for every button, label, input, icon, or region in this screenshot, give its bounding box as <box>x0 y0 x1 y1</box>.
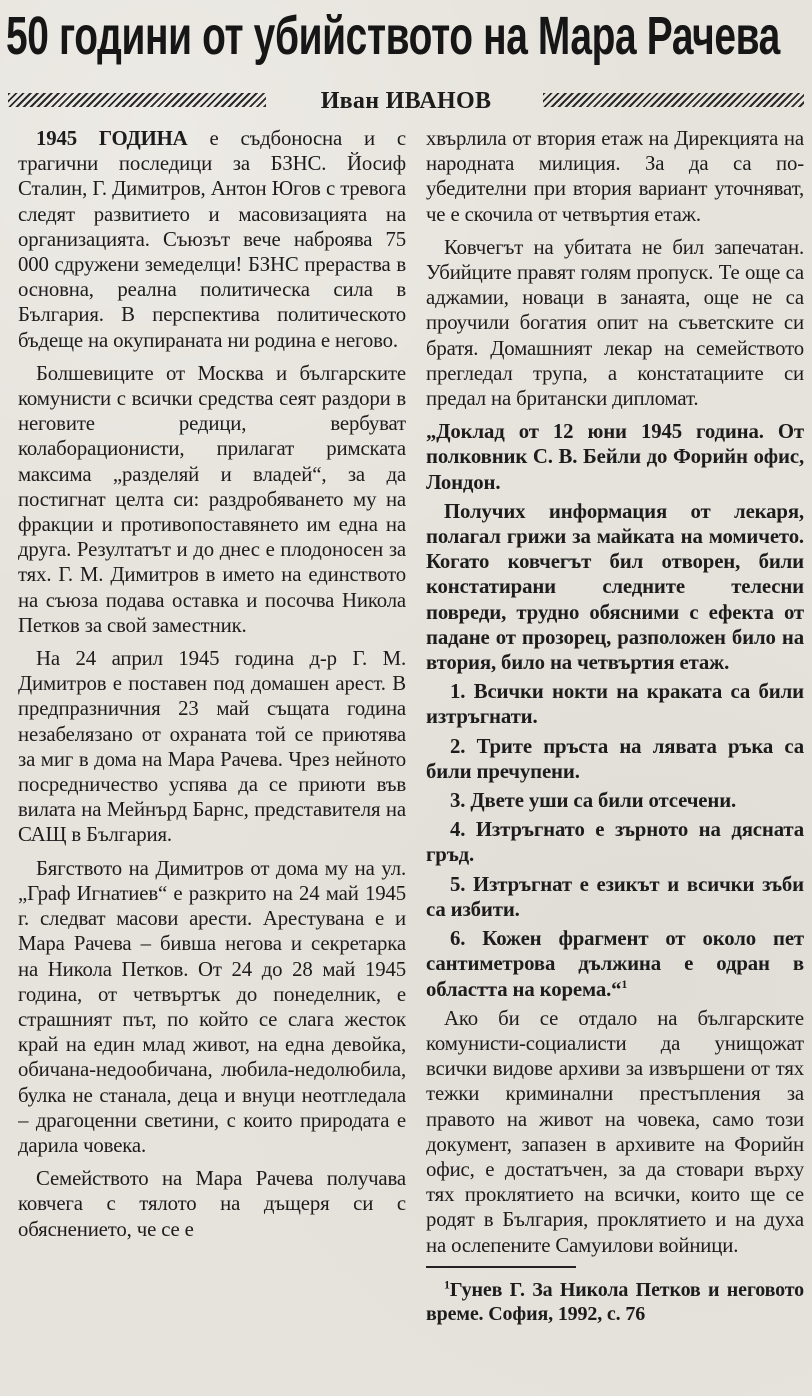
footnote-reference: 1 <box>621 976 628 991</box>
article-paragraph-continuation: хвърлила от втория етаж на Дирекцията на народната милиция. За да са по-убедителни при втория вариант уточняват, че е скочила от четвъртия етаж. <box>426 127 804 226</box>
byline: Иван ИВАНОВ <box>320 88 492 114</box>
report-list-item-text: 6. Кожен фрагмент от около пет сантиметрова дължина е одран в областта на корема.“ <box>426 927 804 1001</box>
article-paragraph-3: На 24 април 1945 година д-р Г. М. Димитров е поставен под домашен арест. В предпразничния 23 май същата година незабелязано от охраната той се приютява за миг в дома на Мара Рачева. Чрез нейното посредничество успява да се приюти във вилата на Мейнърд Барнс, представителя на САЩ в България. <box>18 647 406 847</box>
article-paragraph-5: Семейството на Мара Рачева получава ковчега с тялото на дъщеря си с обяснението, че се е <box>18 1167 406 1241</box>
paragraph-lead: 1945 ГОДИНА <box>36 127 188 150</box>
paragraph-text: е съдбоносна и с трагични последици за БЗНС. Йосиф Сталин, Г. Димитров, Антон Югов с тревога следят развитието и масовизацията на организацията. Съюзът вече наброява 75 000 сдружени земеделци! БЗНС прераства в основна, реална политическа сила в България. В перспектива политическото бъдеще на окупираната ни родина е негово. <box>18 127 406 352</box>
article-paragraph-1 <box>18 126 406 353</box>
article-paragraph-2: Болшевиците от Москва и българските комунисти с всички средства сеят раздори в неговите редици, вербуват колаборационисти, прилагат римската максима „разделяй и владей“, за да постигнат целта си: раздробяването му на фракции и противопоставянето им една на друга. Резултатът и до днес е плодоносен за тях. Г. М. Димитров в името на единството на съюза подава оставка и посочва Никола Петков за свой заместник. <box>18 361 406 637</box>
article-paragraph-6: Ковчегът на убитата не бил запечатан. Убийците правят голям пропуск. Те още са аджамии, новаци в занаята, още не са проучили богатия опит на съветските си братя. Домашният лекар на семейството прегледал трупа, а констатациите си предал на британски дипломат. <box>426 235 804 411</box>
report-list-item: 2. Трите пръста на лявата ръка са били пречупени. <box>426 734 804 783</box>
article-headline: 50 години от убийството на Мара Рачева <box>6 6 780 66</box>
report-list-item-last <box>426 926 804 1002</box>
byline-rule-left <box>8 93 266 107</box>
report-quote <box>426 419 804 1001</box>
report-list-item: 3. Двете уши са били отсечени. <box>450 789 737 813</box>
right-column <box>426 126 804 1392</box>
byline-rule-right <box>543 93 804 107</box>
footnote-divider <box>426 1266 576 1268</box>
report-header: „Доклад от 12 юни 1945 година. От полковник С. В. Бейли до Форийн офис, Лондон. <box>426 420 804 494</box>
article-paragraph-final: Ако би се отдало на българските комунисти-социалисти да унищожат всички видове архиви за извършени от тях тежки криминални престъпления за правото на живот на човека, само този документ, запазен в архивите на Форийн офис, е достатъчен, за да стовари върху тях проклятието на всички, които ще се родят в България, проклятието и на духа на ослепените Самуилови войници. <box>426 1006 804 1257</box>
byline-band <box>8 88 804 114</box>
left-column <box>18 126 406 1396</box>
footnote <box>426 1278 804 1326</box>
article-paragraph-4: Бягството на Димитров от дома му на ул. „Граф Игнатиев“ е разкрито на 24 май 1945 г. следват масови арести. Арестувана е и Мара Рачева – бивша негова и секретарка на Никола Петков. От 24 до 28 май 1945 година, от четвъртък до понеделник, е страшният път, по който се слага жесток край на един млад живот, на една девойка, обичана-недообичана, любила-недолюбила, булка не станала, деца и внуци неотгледала – драгоценни светини, с които природата е дарила човека. <box>18 856 406 1157</box>
report-list-item: 4. Изтръгнато е зърното на дясната гръд. <box>426 818 804 867</box>
report-body: Получих информация от лекаря, полагал грижи за майката на момичето. Когато ковчегът бил отворен, били констатирани следните телесни повреди, трудно обясними с ефекта от падане от прозорец, разположен било на втория, било на четвъртия етаж. <box>426 499 804 675</box>
footnote-mark: 1 <box>444 1277 450 1292</box>
report-list-item: 1. Всички нокти на краката са били изтръгнати. <box>426 680 804 729</box>
report-list-item: 5. Изтръгнат е езикът и всички зъби са избити. <box>426 872 804 921</box>
footnote-text: Гунев Г. За Никола Петков и неговото време. София, 1992, с. 76 <box>426 1278 804 1325</box>
